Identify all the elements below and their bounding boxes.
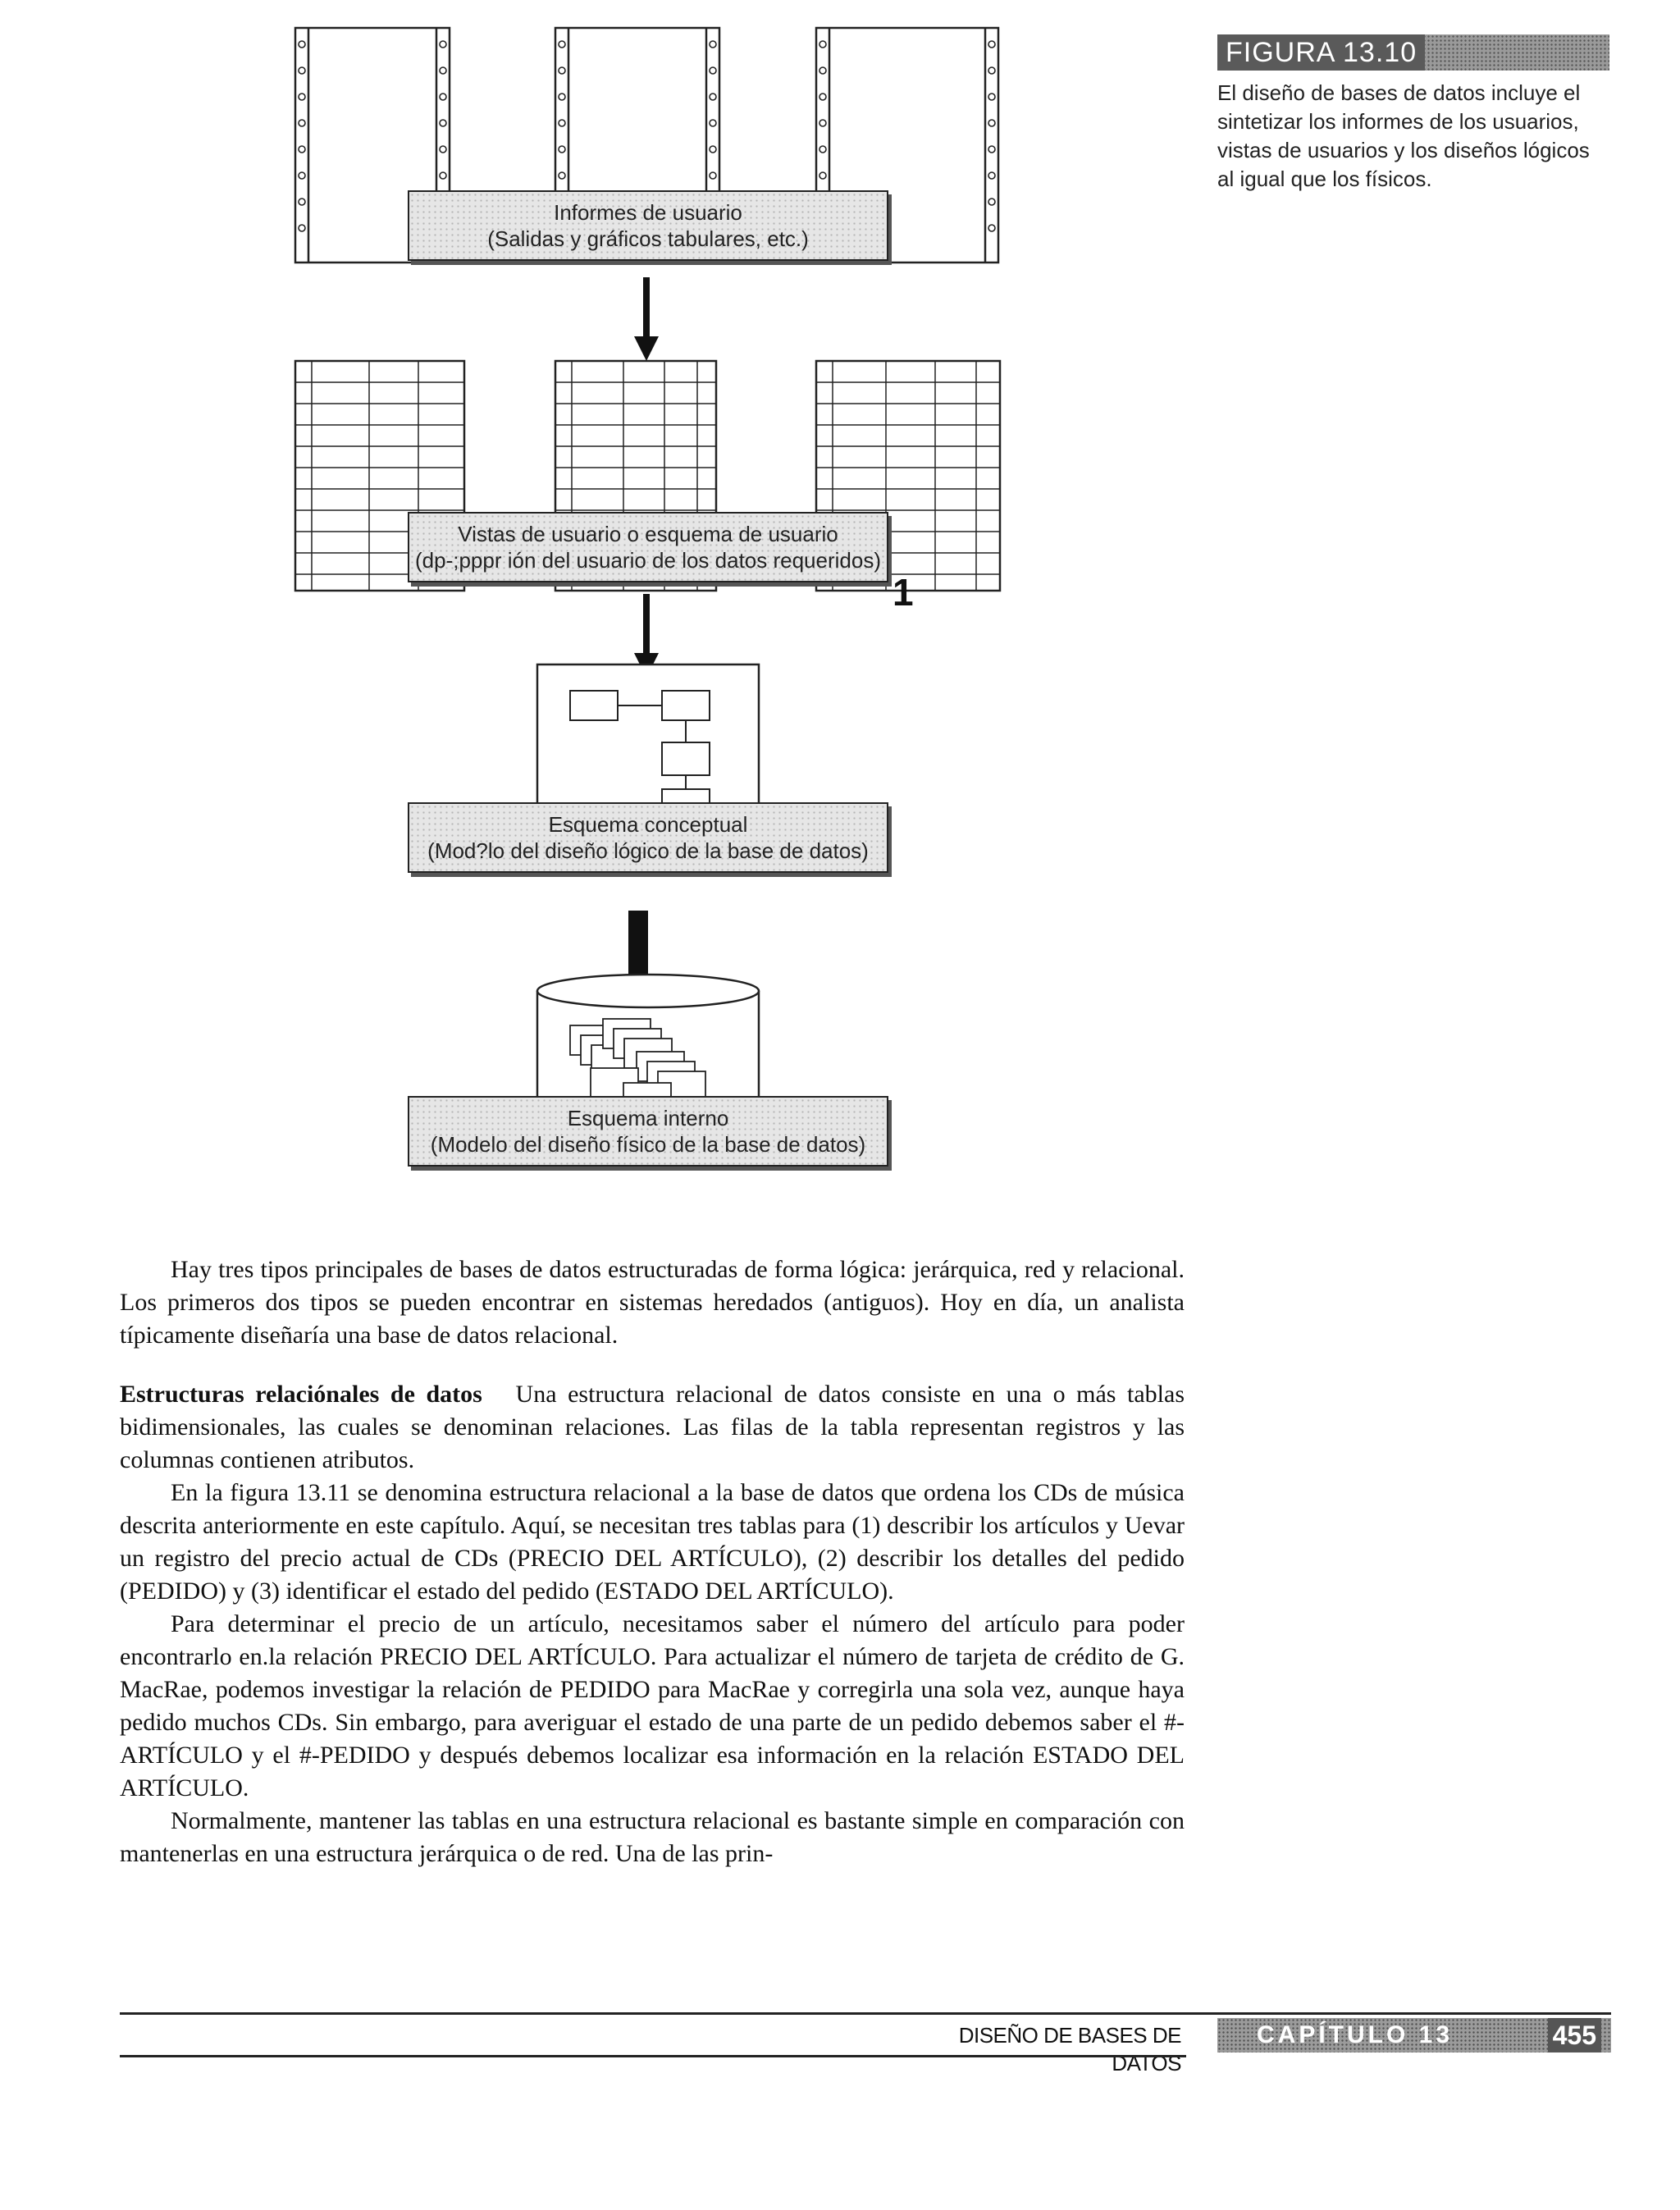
label-conceptual-schema <box>408 802 888 873</box>
label-line: (Salidas y gráficos tabulares, etc.) <box>487 226 809 251</box>
label-line: Esquema interno <box>567 1106 729 1130</box>
figure-number: FIGURA 13.10 <box>1217 34 1425 71</box>
arrow-down-icon <box>634 277 659 361</box>
chapter-label: CAPÍTULO 13 <box>1257 2021 1454 2048</box>
paragraph: En la figura 13.11 se denomina estructura relacional a la base de datos que ordena los CDs de música descrita anteriormente en este capítulo. Aquí, se necesitan tres tablas para (1) describir los artículos y Uevar un registro del precio actual de CDs (PRECIO DEL ARTÍCULO), (2) describir los detalles del pedido (PEDIDO) y (3) identificar el estado del pedido (ESTADO DEL ARTÍCULO). <box>120 1479 1185 1605</box>
connector-bar <box>628 911 648 978</box>
section-heading: Estructuras relaciónales de datos <box>120 1381 482 1408</box>
label-line: Informes de usuario <box>554 200 742 225</box>
paragraph-text: Una estructura relacional de datos consiste en una o más tablas bidimensionales, las cuales se denominan relaciones. Las filas de la tabla representan registros y las columnas contienen atributos. <box>120 1381 1185 1473</box>
footer-rule <box>120 2012 1611 2015</box>
paragraph: Para determinar el precio de un artículo, necesitamos saber el número del artículo para poder encontrarlo en.la relación PRECIO DEL ARTÍCULO. Para actualizar el número de tarjeta de crédito de G. MacRae, podemos investigar la relación de PEDIDO para MacRae y corregirla una sola vez, aunque haya pedido muchos CDs. Sin embargo, para averiguar el estado de una parte de un pedido debemos saber el #-ARTÍCULO y el #-PEDIDO y después debemos localizar esa información en la relación ESTADO DEL ARTÍCULO. <box>120 1610 1185 1801</box>
label-line: (Mod?lo del diseño lógico de la base de datos) <box>427 838 869 863</box>
label-line: Vistas de usuario o esquema de usuario <box>458 522 838 546</box>
page-number: 455 <box>1548 2018 1601 2052</box>
paragraph: Hay tres tipos principales de bases de datos estructuradas de forma lógica: jerárquica, red y relacional. Los primeros dos tipos se pueden encontrar en sistemas heredados (antiguos). Hoy en día, un analista típicamente diseñaría una base de datos relacional. <box>120 1256 1185 1349</box>
label-line: Esquema conceptual <box>548 812 748 837</box>
figure-diagram <box>279 16 1017 1206</box>
folio-box <box>1217 2018 1611 2052</box>
label-line: (dp-;pppr ión del usuario de los datos requeridos) <box>414 548 881 573</box>
label-internal-schema <box>408 1096 888 1167</box>
label-user-reports <box>408 190 888 261</box>
body-text <box>120 1253 1185 1870</box>
figure-caption: El diseño de bases de datos incluye el sintetizar los informes de los usuarios, vistas de usuarios y los diseños lógicos al igual que los físicos. <box>1217 80 1590 191</box>
paragraph: Normalmente, mantener las tablas en una estructura relacional es bastante simple en comparación con mantenerlas en una estructura jerárquica o de red. Una de las prin- <box>120 1807 1185 1867</box>
footer-rule <box>120 2055 1186 2057</box>
label-user-views <box>408 512 888 582</box>
margin-mark: 1 <box>892 571 914 614</box>
paragraph <box>120 1378 1185 1477</box>
running-title: DISEÑO DE BASES DE DATOS <box>958 2023 1181 2075</box>
figure-tag <box>1217 34 1609 71</box>
label-line: (Modelo del diseño físico de la base de datos) <box>430 1132 866 1157</box>
